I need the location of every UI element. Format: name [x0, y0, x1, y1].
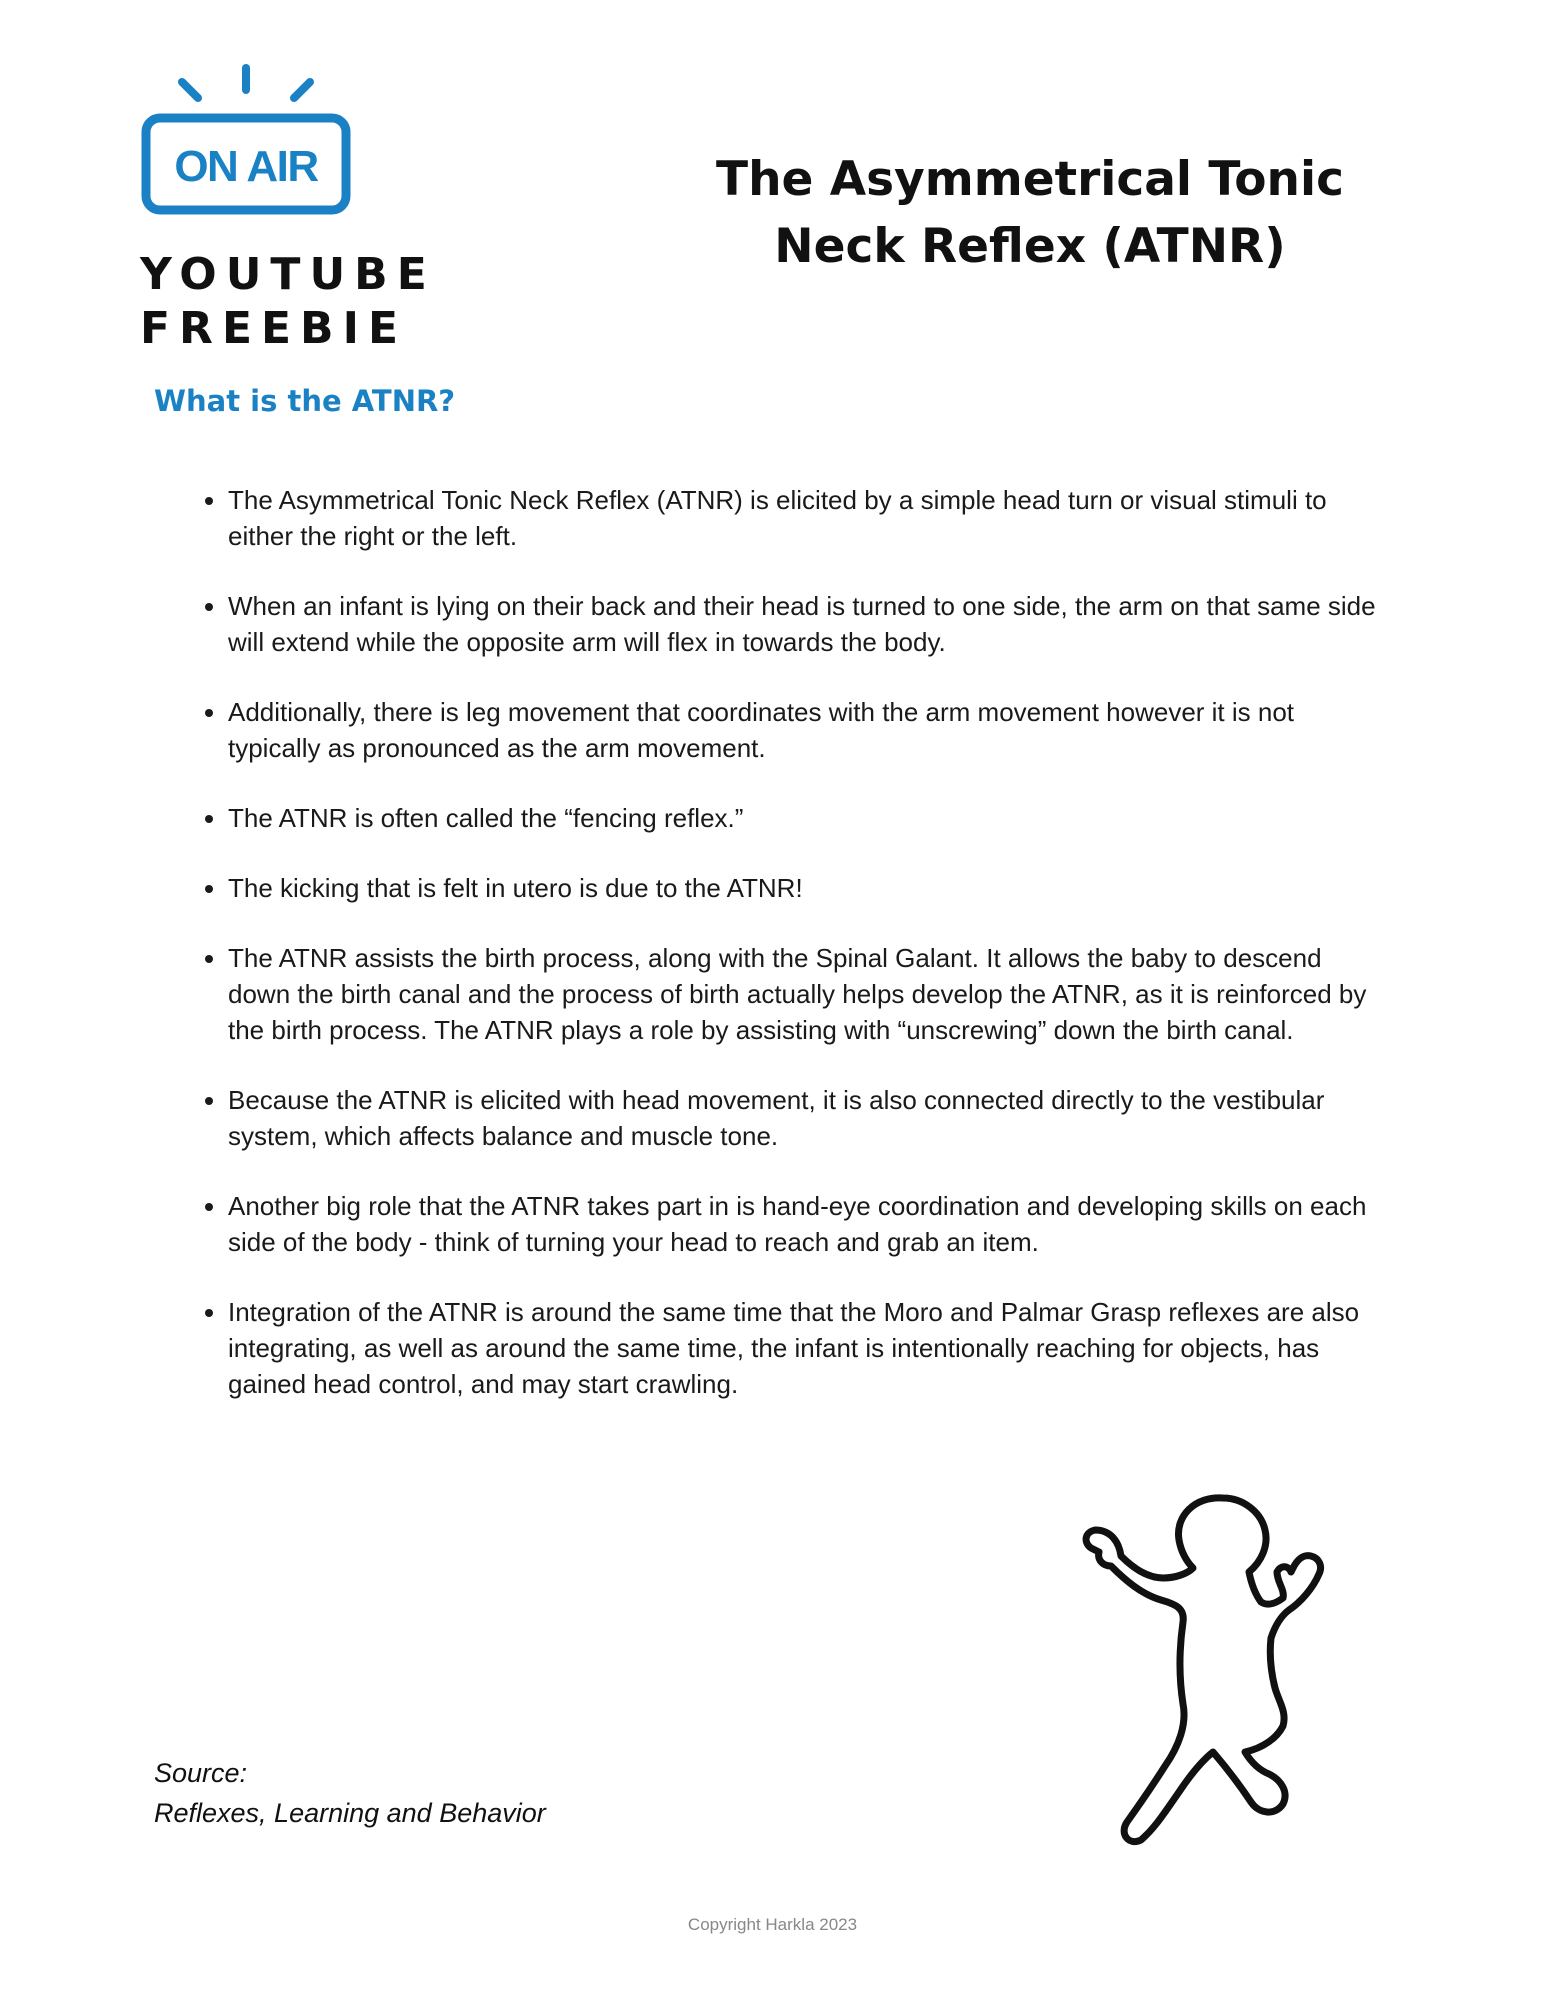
section-heading: What is the ATNR? [154, 384, 456, 418]
title-line-1: The Asymmetrical Tonic [716, 152, 1344, 207]
youtube-freebie-label [140, 248, 436, 356]
list-item: • Because the ATNR is elicited with head movement, it is also connected directly to the vestibular system, which affects balance and muscle tone. [228, 1082, 1388, 1154]
source-label: Source: [154, 1758, 248, 1788]
copyright-footer: Copyright Harkla 2023 [687, 1915, 858, 1934]
page-title [680, 146, 1380, 280]
source-reference: Reflexes, Learning and Behavior [154, 1798, 546, 1828]
title-line-2: Neck Reflex (ATNR) [774, 219, 1286, 274]
source-citation [154, 1753, 546, 1833]
list-item: • The Asymmetrical Tonic Neck Reflex (ATNR) is elicited by a simple head turn or visual stimuli to either the right or the left. [228, 482, 1388, 554]
list-item: • When an infant is lying on their back and their head is turned to one side, the arm on that same side will extend while the opposite arm will flex in towards the body. [228, 588, 1388, 660]
on-air-sign-icon [140, 60, 360, 220]
freebie-line-2: FREEBIE [140, 303, 408, 354]
list-item: • Another big role that the ATNR takes part in is hand-eye coordination and developing skills on each side of the body - think of turning your head to reach and grab an item. [228, 1188, 1388, 1260]
on-air-label: ON AIR [174, 142, 318, 191]
list-item: • The ATNR assists the birth process, along with the Spinal Galant. It allows the baby to descend down the birth canal and the process of birth actually helps develop the ATNR, as it is reinforced by the birth process. The ATNR plays a role by assisting with “unscrewing” down the birth canal. [228, 940, 1388, 1048]
list-item: • Integration of the ATNR is around the same time that the Moro and Palmar Grasp reflexes are also integrating, as well as around the same time, the infant is intentionally reaching for objects, has gained head control, and may start crawling. [228, 1294, 1388, 1402]
list-item: • The ATNR is often called the “fencing reflex.” [228, 800, 1388, 836]
baby-outline-icon [1075, 1490, 1335, 1855]
list-item: • Additionally, there is leg movement that coordinates with the arm movement however it is not typically as pronounced as the arm movement. [228, 694, 1388, 766]
fact-list [196, 482, 1388, 1436]
list-item: • The kicking that is felt in utero is due to the ATNR! [228, 870, 1388, 906]
freebie-line-1: YOUTUBE [140, 249, 436, 300]
on-air-logo [140, 60, 360, 220]
